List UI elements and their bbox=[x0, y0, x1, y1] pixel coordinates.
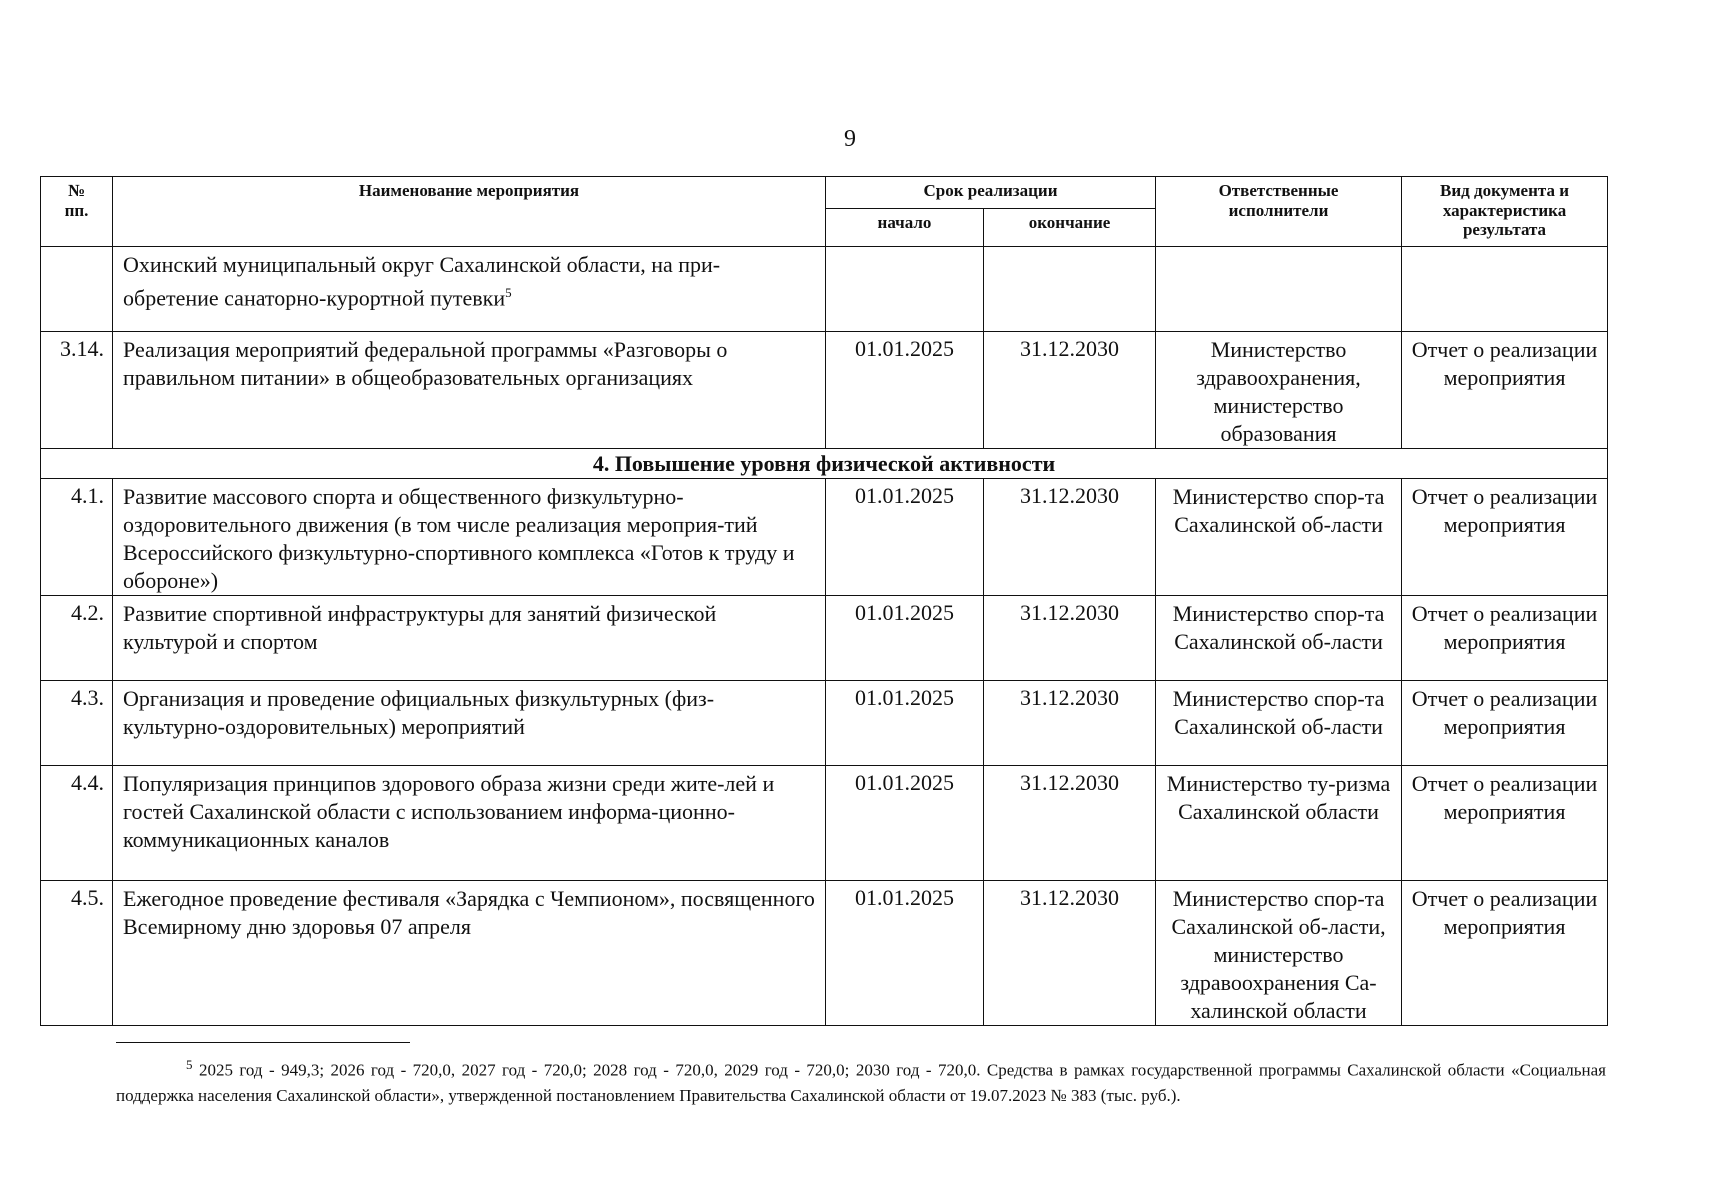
row-executors: Министерство ту-ризма Сахалинской области bbox=[1156, 766, 1402, 881]
row-end bbox=[984, 247, 1156, 332]
header-name: Наименование мероприятия bbox=[113, 177, 826, 247]
row-start bbox=[826, 247, 984, 332]
row-executors: Министерство спор-та Сахалинской об-ласти, министерство здравоохранения Са-халинской области bbox=[1156, 881, 1402, 1026]
row-num: 4.2. bbox=[41, 596, 113, 681]
row-start: 01.01.2025 bbox=[826, 881, 984, 1026]
page-number: 9 bbox=[844, 126, 856, 152]
table-row bbox=[41, 596, 1608, 681]
row-result: Отчет о реализации мероприятия bbox=[1402, 479, 1608, 596]
header-period: Срок реализации bbox=[826, 177, 1156, 209]
table-row bbox=[41, 247, 1608, 332]
footnote-text: 2025 год - 949,3; 2026 год - 720,0, 2027 год - 720,0; 2028 год - 720,0, 2029 год - 720,0; 2030 год - 720,0. Средства в рамках государственной программы Сахалинской области «Социальная поддержка населения Сахалинской области», утвержденной постановлением Правительства Сахалинской области от 19.07.2023 № 383 (тыс. руб.). bbox=[116, 1060, 1606, 1105]
row-start: 01.01.2025 bbox=[826, 681, 984, 766]
row-executors: Министерство спор-та Сахалинской об-ласти bbox=[1156, 681, 1402, 766]
row-executors: Министерство спор-та Сахалинской об-ласти bbox=[1156, 596, 1402, 681]
header-end: окончание bbox=[984, 209, 1156, 247]
row-name: Развитие спортивной инфраструктуры для занятий физической культурой и спортом bbox=[113, 596, 826, 681]
row-result bbox=[1402, 247, 1608, 332]
row-start: 01.01.2025 bbox=[826, 479, 984, 596]
row-num: 4.1. bbox=[41, 479, 113, 596]
header-num: № пп. bbox=[41, 177, 113, 247]
row-result: Отчет о реализации мероприятия bbox=[1402, 332, 1608, 449]
row-name-text: Охинский муниципальный округ Сахалинской области, на при-обретение санаторно-курортной путевки bbox=[123, 252, 721, 311]
row-name: Реализация мероприятий федеральной программы «Разговоры о правильном питании» в общеобразовательных организациях bbox=[113, 332, 826, 449]
row-result: Отчет о реализации мероприятия bbox=[1402, 766, 1608, 881]
footnote-ref: 5 bbox=[505, 285, 512, 300]
table-row bbox=[41, 332, 1608, 449]
footnote bbox=[116, 1052, 1606, 1108]
row-end: 31.12.2030 bbox=[984, 766, 1156, 881]
header-start: начало bbox=[826, 209, 984, 247]
table-row bbox=[41, 479, 1608, 596]
table-row bbox=[41, 881, 1608, 1026]
header-executors: Ответственные исполнители bbox=[1156, 177, 1402, 247]
row-result: Отчет о реализации мероприятия bbox=[1402, 596, 1608, 681]
row-name: Ежегодное проведение фестиваля «Зарядка с Чемпионом», посвященного Всемирному дню здоровья 07 апреля bbox=[113, 881, 826, 1026]
row-result: Отчет о реализации мероприятия bbox=[1402, 881, 1608, 1026]
row-name: Популяризация принципов здорового образа жизни среди жите-лей и гостей Сахалинской области с использованием информа-ционно-коммуникационных каналов bbox=[113, 766, 826, 881]
row-num bbox=[41, 247, 113, 332]
row-end: 31.12.2030 bbox=[984, 681, 1156, 766]
row-result: Отчет о реализации мероприятия bbox=[1402, 681, 1608, 766]
row-num: 3.14. bbox=[41, 332, 113, 449]
footnote-divider bbox=[116, 1042, 410, 1043]
table-row bbox=[41, 766, 1608, 881]
row-start: 01.01.2025 bbox=[826, 596, 984, 681]
row-end: 31.12.2030 bbox=[984, 596, 1156, 681]
row-start: 01.01.2025 bbox=[826, 332, 984, 449]
header-result: Вид документа и характеристика результата bbox=[1402, 177, 1608, 247]
row-executors bbox=[1156, 247, 1402, 332]
row-end: 31.12.2030 bbox=[984, 479, 1156, 596]
table-row bbox=[41, 681, 1608, 766]
row-executors: Министерство здравоохранения, министерство образования bbox=[1156, 332, 1402, 449]
section-heading: 4. Повышение уровня физической активности bbox=[41, 449, 1608, 479]
row-executors: Министерство спор-та Сахалинской об-ласти bbox=[1156, 479, 1402, 596]
row-name: Организация и проведение официальных физкультурных (физ-культурно-оздоровительных) мероприятий bbox=[113, 681, 826, 766]
row-name bbox=[113, 247, 826, 332]
footnote-mark: 5 bbox=[186, 1057, 193, 1072]
row-name: Развитие массового спорта и общественного физкультурно-оздоровительного движения (в том числе реализация мероприя-тий Всероссийского физкультурно-спортивного комплекса «Готов к труду и обороне») bbox=[113, 479, 826, 596]
row-end: 31.12.2030 bbox=[984, 332, 1156, 449]
row-start: 01.01.2025 bbox=[826, 766, 984, 881]
row-end: 31.12.2030 bbox=[984, 881, 1156, 1026]
row-num: 4.4. bbox=[41, 766, 113, 881]
row-num: 4.5. bbox=[41, 881, 113, 1026]
row-num: 4.3. bbox=[41, 681, 113, 766]
activities-table bbox=[40, 176, 1608, 1026]
